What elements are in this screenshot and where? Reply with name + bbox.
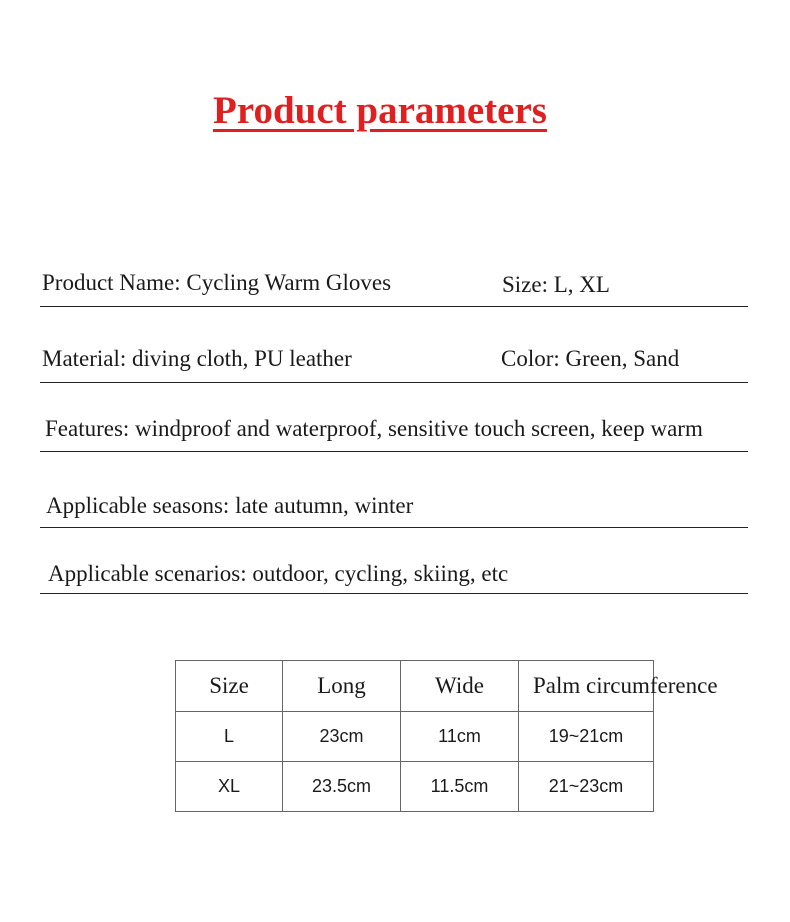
cell-size: L (176, 712, 283, 762)
cell-size: XL (176, 762, 283, 812)
divider-line (40, 593, 748, 594)
cell-wide: 11cm (401, 712, 519, 762)
features-text: Features: windproof and waterproof, sensitive touch screen, keep warm (45, 416, 703, 441)
material-text: Material: diving cloth, PU leather (42, 346, 352, 371)
table-row (176, 762, 654, 812)
seasons-text: Applicable seasons: late autumn, winter (46, 493, 414, 518)
cell-wide: 11.5cm (401, 762, 519, 812)
cell-palm: 21~23cm (519, 762, 654, 812)
divider-line (40, 451, 748, 452)
header-palm-circumference (519, 661, 718, 712)
header-size: Size (176, 661, 283, 712)
divider-line (40, 527, 748, 528)
size-chart-table (175, 660, 718, 812)
divider-line (40, 382, 748, 383)
header-long: Long (283, 661, 401, 712)
table-header-row (176, 661, 654, 712)
header-palm-label: Palm circumference (533, 673, 718, 698)
divider-line (40, 306, 748, 307)
size-text: Size: L, XL (502, 272, 610, 297)
cell-long: 23cm (283, 712, 401, 762)
header-wide: Wide (401, 661, 519, 712)
cell-long: 23.5cm (283, 762, 401, 812)
cell-palm: 19~21cm (519, 712, 654, 762)
product-name-text: Product Name: Cycling Warm Gloves (42, 270, 392, 295)
scenarios-text: Applicable scenarios: outdoor, cycling, skiing, etc (48, 561, 509, 586)
color-text: Color: Green, Sand (501, 346, 680, 371)
page-title: Product parameters (213, 89, 547, 132)
table-row (176, 712, 654, 762)
